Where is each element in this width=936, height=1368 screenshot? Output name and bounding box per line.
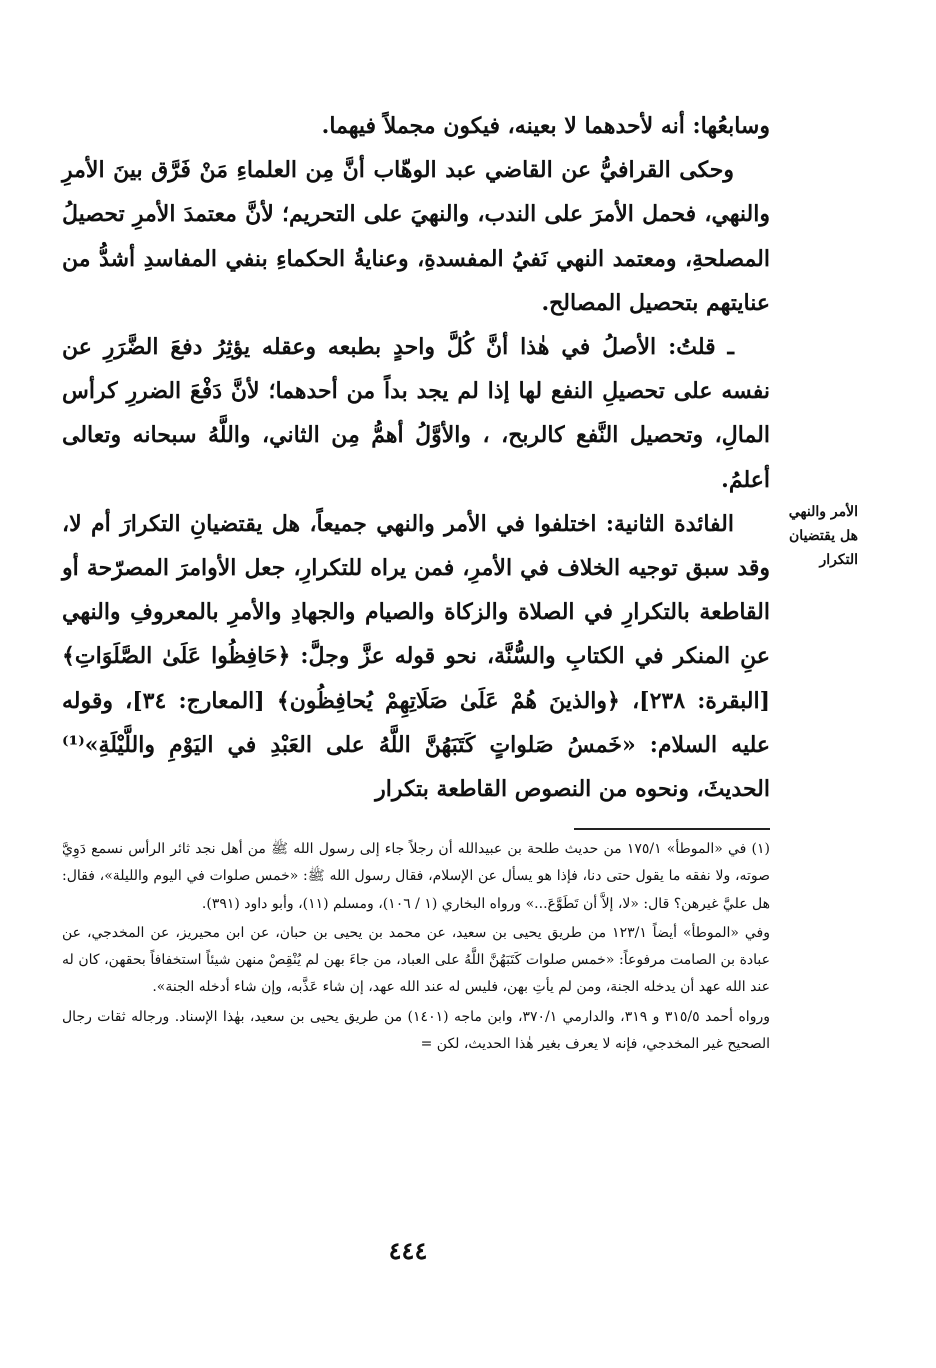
paragraph-qarafi: وحكى القرافيُّ عن القاضي عبد الوهّاب أنَّ مِن العلماءِ مَنْ فَرَّق بينَ الأمرِ والنهي، فحمل الأمرَ على الندب، والنهيَ على التحريم؛ لأنَّ معتمدَ الأمرِ تحصيلُ المصلحةِ، ومعتمد النهي نَفيُ المفسدةِ، وعنايةُ الحكماءِ بنفي المفاسدِ أشدُّ من عنايتهم بتحصيل المصالح. xyxy=(62,157,770,316)
benefit-body: اختلفوا في الأمر والنهي جميعاً، هل يقتضيانِ التكرارَ أم لا، وقد سبق توجيه الخلاف في الأمرِ، فمن يراه للتكرارِ، جعل الأوامرَ المصرّحة أو القاطعة بالتكرارِ في الصلاة والزكاة والصيام والجهادِ والأمرِ بالمعروفِ والنهي عنِ المنكر في الكتابِ والسُّنَّة، نحو قوله عزَّ وجلَّ: ﴿حَافِظُوا عَلَىٰ الصَّلَوَاتِ﴾ [البقرة: ٢٣٨]، ﴿والذينَ هُمْ عَلَىٰ صَلَاتِهِمْ يُحافِظُون﴾ [المعارج: ٣٤]، وقوله عليه السلام: «خَمسُ صَلواتٍ كَتَبَهُنَّ اللَّهُ على العَبْدِ في اليَوْمِ واللَّيْلَةِ»⁽¹⁾ الحديثَ، ونحوه من النصوص القاطعة بتكرار xyxy=(62,510,770,803)
main-text xyxy=(62,104,770,811)
footnote-1: (١) في «الموطأ» ١٧٥/١ من حديث طلحة بن عبيدالله أن رجلاً جاء إلى رسول الله ﷺ من أهل نجد ثائر الرأس نسمع دَوِيَّ صوته، ولا نفقه ما يقول حتى دنا، فإذا هو يسأل عن الإسلام، فقال رسول الله ﷺ: «خمس صلوات في اليوم والليلة»، فقال: هل عليَّ غيرهن؟ قال: «لا، إلاَّ أن تَطَوَّعَ...» ورواه البخاري (١ / ١٠٦)، ومسلم (١١)، وأبو داود (٣٩١). xyxy=(62,841,771,912)
footnote-1-sources: ورواه أحمد ٣١٥/٥ و ٣١٩، والدارمي ٣٧٠/١، وابن ماجه (١٤٠١) من طريق يحيى بن سعيد، بهٰذا الإسناد. ورجاله ثقات رجال الصحيح غير المخدجي، فإنه لا يعرف بغير هٰذا الحديث، لكن = xyxy=(62,1008,770,1053)
footnote-1-continued: وفي «الموطأ» أيضاً ١٢٣/١ من طريق يحيى بن سعيد، عن محمد بن يحيى بن حبان، عن ابن محيريز، عن المخدجي، عن عبادة بن الصامت مرفوعاً: «خمس صلوات كَتَبَهُنَّ اللَّهُ على العباد، من جاءَ بهن لم يُنْقِصْ منهن شيئاً استخفافاً بحقهن، كان له عند الله عهد أن يدخله الجنة، ومن لم يأتِ بهن، فليس له عند الله عهد، إن شاء عَذَّبه، وإن شاء أدخله الجنة». xyxy=(62,924,771,996)
footnotes xyxy=(62,836,770,1058)
paragraph-seventh-opinion: وسابعُها: أنه لأحدهما لا بعينه، فيكون مجملاً فيهما. xyxy=(321,113,770,139)
paragraph-second-benefit xyxy=(62,502,770,811)
margin-note: الأمر والنهي هل يقتضيان التكرار xyxy=(788,504,858,568)
benefit-heading: الفائدة الثانية: xyxy=(605,510,734,537)
paragraph-author-note: ـ قلتُ: الأصلُ في هٰذا أنَّ كُلَّ واحدٍ بطبعه وعقله يؤثِرُ دفعَ الضَّرَرِ عن نفسه على تحصيلِ النفع لها إذا لم يجد بداً من أحدهما؛ لأنَّ دَفْعَ الضررِ كرأس المالِ، وتحصيل النَّفع كالربح، ، والأوَّلُ أهمُّ مِن الثاني، واللَّهُ سبحانه وتعالى أعلمُ. xyxy=(62,334,770,493)
footnote-divider xyxy=(574,828,770,830)
page-number: ٤٤٤ xyxy=(388,1236,428,1265)
